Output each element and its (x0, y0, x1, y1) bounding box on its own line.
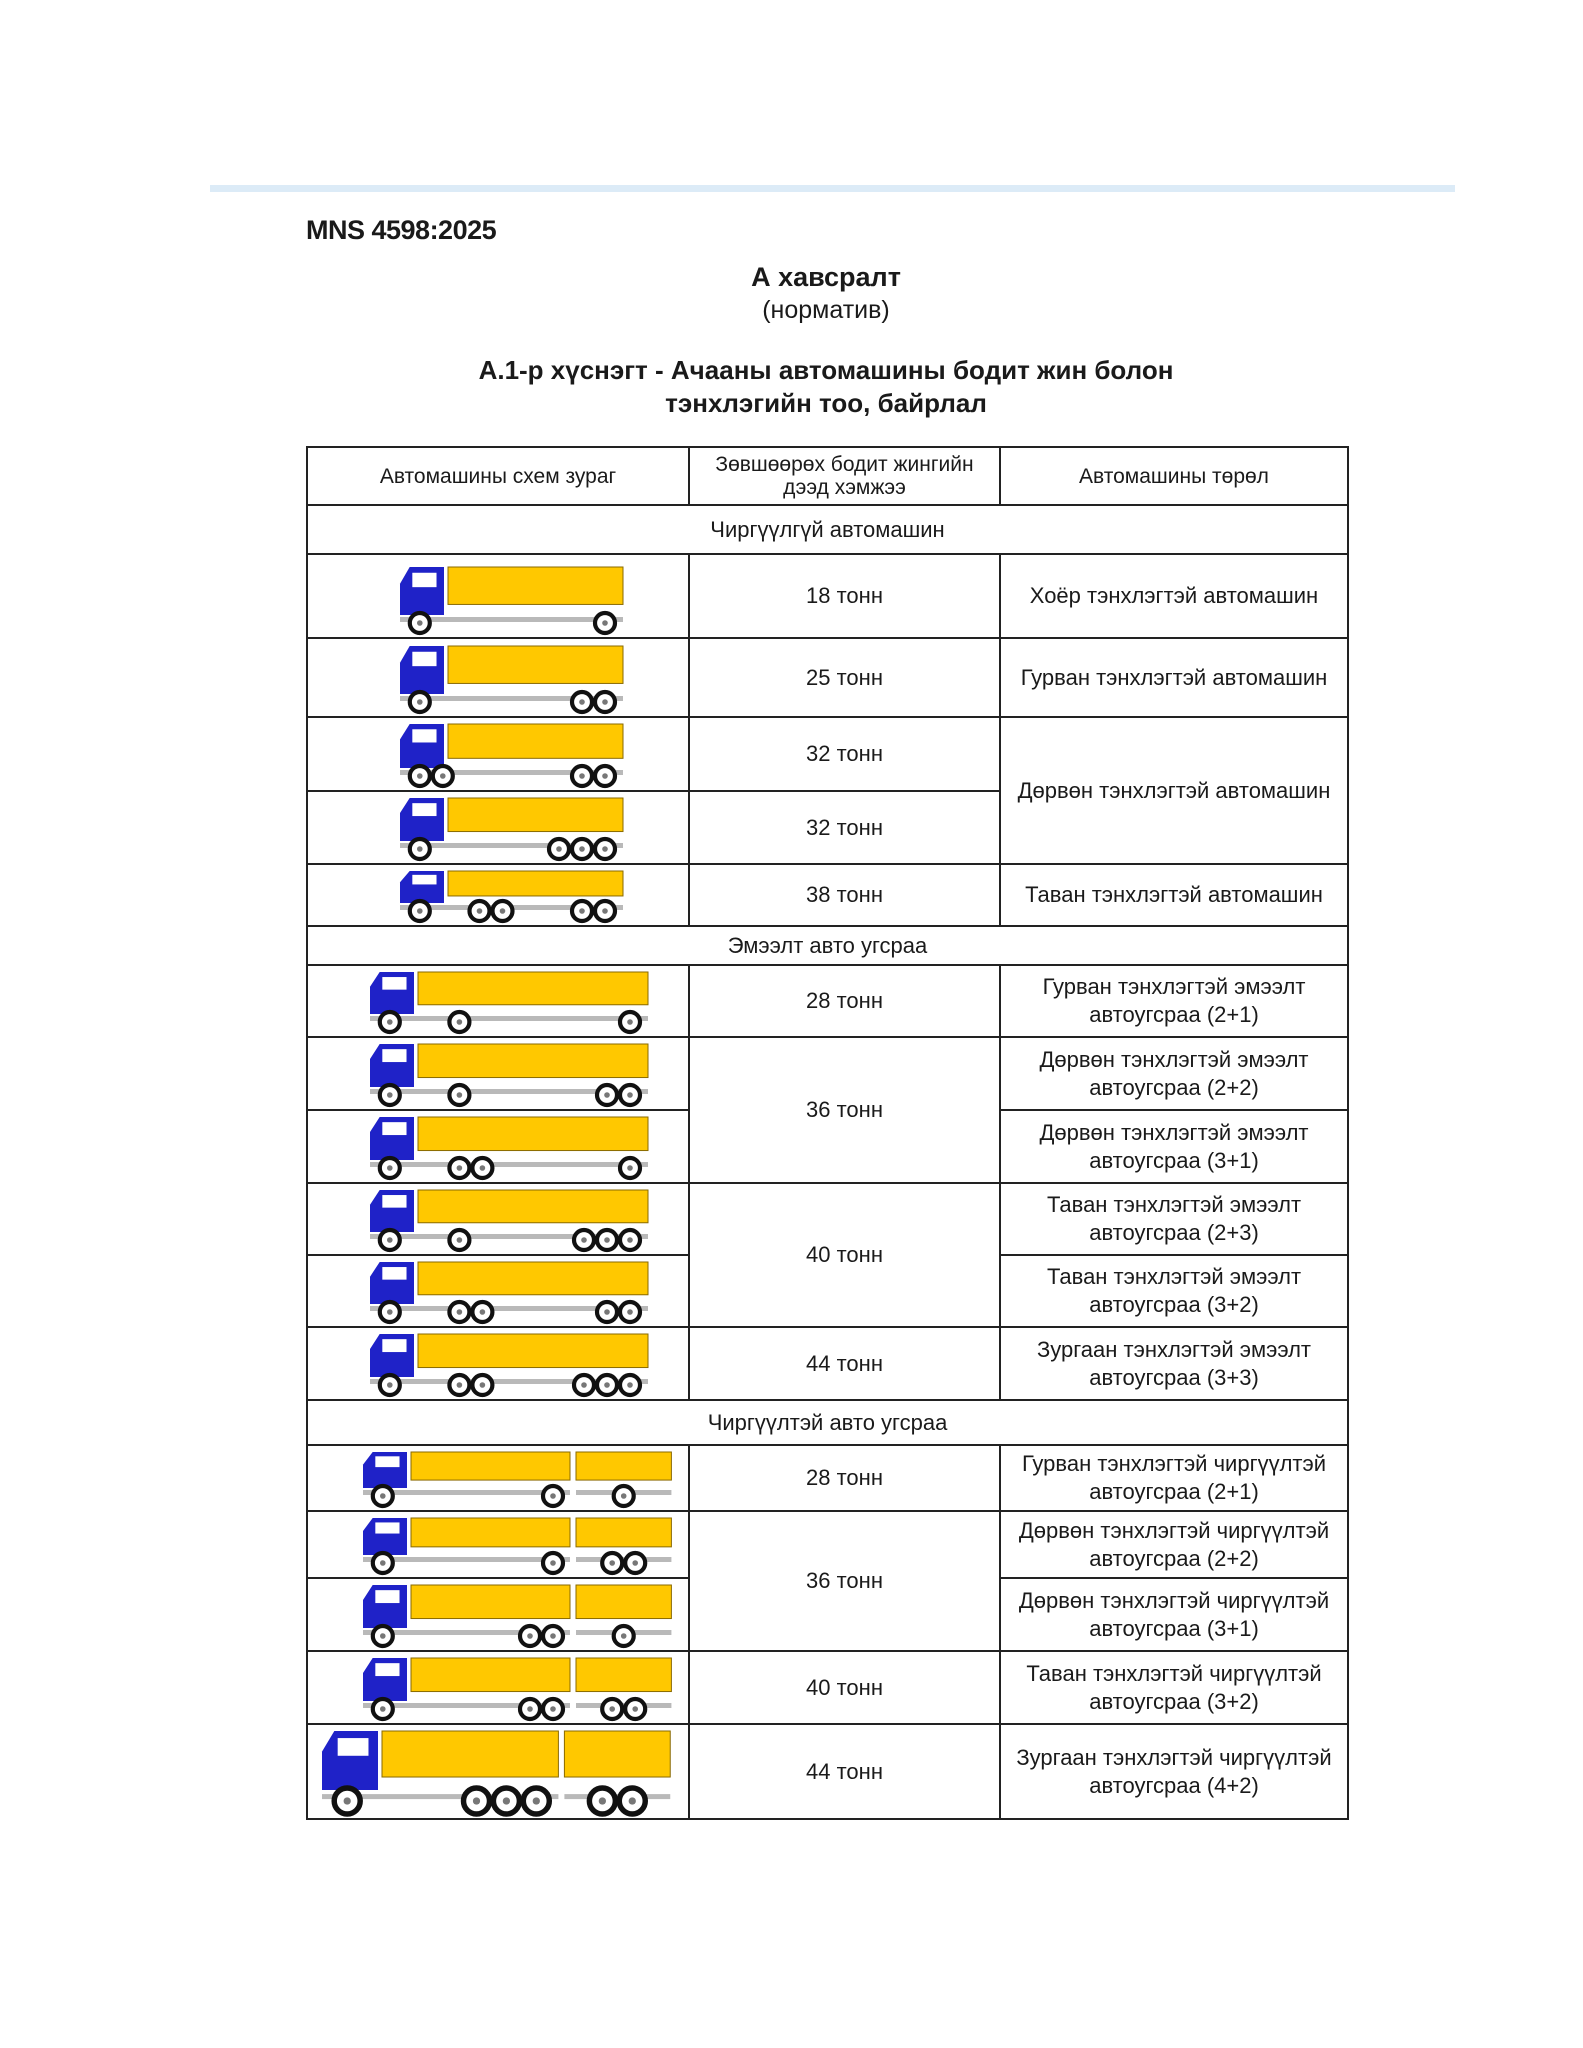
wheel-hub-icon (480, 1165, 486, 1171)
table-header-row (307, 447, 1348, 505)
cab-window-icon (338, 1738, 369, 1756)
table-row (307, 1183, 1348, 1255)
wheel-hub-icon (387, 1382, 393, 1388)
cargo-box-icon (448, 798, 623, 832)
cargo-box-icon (418, 972, 648, 1005)
wheel-hub-icon (627, 1092, 633, 1098)
wheel-hub-icon (579, 773, 585, 779)
type-cell: Таван тэнхлэгтэй чиргүүлтэй автоугсраа (3+2) (1000, 1651, 1348, 1724)
vehicle-diagram (308, 1039, 686, 1108)
wheel-hub-icon (480, 1382, 486, 1388)
wheel-hub-icon (550, 1706, 556, 1712)
weight-cell: 32 тонн (689, 791, 1000, 864)
wheel-hub-icon (604, 1309, 610, 1315)
wheel-hub-icon (627, 1019, 633, 1025)
cargo-box-icon (418, 1334, 648, 1368)
table-row (307, 1037, 1348, 1110)
weight-cell: 44 тонн (689, 1724, 1000, 1819)
cargo-box-icon (411, 1452, 570, 1480)
table-row (307, 965, 1348, 1037)
weight-cell: 18 тонн (689, 554, 1000, 638)
wheel-hub-icon (556, 846, 562, 852)
type-cell: Зургаан тэнхлэгтэй эмээлт автоугсраа (3+3) (1000, 1327, 1348, 1400)
table-title-line1: А.1-р хүснэгт - Ачааны автомашины бодит жин болон (478, 355, 1174, 385)
wheel-hub-icon (609, 1560, 615, 1566)
wheel-hub-icon (380, 1560, 386, 1566)
wheel-hub-icon (599, 1797, 606, 1804)
cab-window-icon (412, 803, 436, 816)
wheel-hub-icon (380, 1633, 386, 1639)
vehicle-diagram (308, 866, 686, 924)
wheel-hub-icon (387, 1237, 393, 1243)
wheel-hub-icon (417, 699, 423, 705)
type-cell: Таван тэнхлэгтэй эмээлт автоугсраа (3+2) (1000, 1255, 1348, 1327)
table-row (307, 717, 1348, 791)
vehicle-diagram (308, 1653, 686, 1722)
type-cell: Дөрвөн тэнхлэгтэй эмээлт автоугсраа (3+1) (1000, 1110, 1348, 1183)
header-weight: Зөвшөөрөх бодит жингийн дээд хэмжээ (689, 447, 1000, 505)
wheel-hub-icon (602, 773, 608, 779)
weight-cell: 36 тонн (689, 1511, 1000, 1651)
cab-window-icon (382, 1195, 406, 1208)
wheel-hub-icon (344, 1797, 351, 1804)
cab-window-icon (382, 1339, 406, 1352)
wheel-hub-icon (602, 620, 608, 626)
cab-window-icon (382, 1267, 406, 1280)
vehicle-diagram (308, 1513, 686, 1576)
weight-cell: 40 тонн (689, 1651, 1000, 1724)
wheel-hub-icon (632, 1706, 638, 1712)
wheel-hub-icon (457, 1237, 463, 1243)
type-cell: Дөрвөн тэнхлэгтэй чиргүүлтэй автоугсраа (2+2) (1000, 1511, 1348, 1578)
cab-window-icon (375, 1522, 399, 1533)
trailer-box-icon (576, 1452, 671, 1480)
wheel-hub-icon (457, 1165, 463, 1171)
type-cell: Таван тэнхлэгтэй эмээлт автоугсраа (2+3) (1000, 1183, 1348, 1255)
cab-window-icon (382, 1122, 406, 1135)
cab-window-icon (375, 1663, 399, 1676)
type-cell: Зургаан тэнхлэгтэй чиргүүлтэй автоугсраа (4+2) (1000, 1724, 1348, 1819)
wheel-hub-icon (629, 1797, 636, 1804)
table-row (307, 1511, 1348, 1578)
wheel-hub-icon (387, 1092, 393, 1098)
table-row (307, 554, 1348, 638)
trailer-box-icon (576, 1585, 671, 1619)
wheel-hub-icon (604, 1237, 610, 1243)
vehicle-diagram (308, 1185, 686, 1253)
weight-cell: 25 тонн (689, 638, 1000, 717)
wheel-hub-icon (500, 908, 506, 914)
cargo-box-icon (418, 1044, 648, 1078)
weight-cell: 38 тонн (689, 864, 1000, 926)
wheel-hub-icon (417, 846, 423, 852)
chassis-icon (370, 1162, 648, 1167)
wheel-hub-icon (627, 1309, 633, 1315)
weight-cell: 44 тонн (689, 1327, 1000, 1400)
wheel-hub-icon (480, 1309, 486, 1315)
wheel-hub-icon (602, 699, 608, 705)
wheel-hub-icon (550, 1560, 556, 1566)
annex-title: А хавсралт (751, 262, 901, 292)
wheel-hub-icon (627, 1382, 633, 1388)
type-cell: Дөрвөн тэнхлэгтэй чиргүүлтэй автоугсраа (3+1) (1000, 1578, 1348, 1651)
wheel-hub-icon (627, 1165, 633, 1171)
wheel-hub-icon (387, 1019, 393, 1025)
vehicle-diagram (308, 967, 686, 1035)
table-row (307, 1724, 1348, 1819)
wheel-hub-icon (387, 1165, 393, 1171)
annex-subtitle: (норматив) (762, 296, 890, 324)
document-code: MNS 4598:2025 (306, 215, 497, 245)
cargo-box-icon (411, 1585, 570, 1619)
wheel-hub-icon (527, 1706, 533, 1712)
vehicle-weight-table (306, 446, 1349, 1820)
chassis-icon (400, 617, 623, 622)
weight-cell: 36 тонн (689, 1037, 1000, 1183)
cargo-box-icon (418, 1117, 648, 1151)
wheel-hub-icon (632, 1560, 638, 1566)
wheel-hub-icon (440, 773, 446, 779)
cargo-box-icon (382, 1731, 558, 1777)
cargo-box-icon (448, 724, 623, 758)
cab-window-icon (412, 875, 436, 885)
wheel-hub-icon (533, 1797, 540, 1804)
cab-window-icon (412, 729, 436, 742)
cab-window-icon (375, 1456, 399, 1467)
vehicle-diagram (308, 1329, 686, 1398)
cargo-box-icon (411, 1518, 570, 1547)
vehicle-diagram (308, 556, 686, 636)
table-row (307, 864, 1348, 926)
chassis-icon (370, 1016, 648, 1021)
wheel-hub-icon (604, 1092, 610, 1098)
type-cell: Гурван тэнхлэгтэй эмээлт автоугсраа (2+1) (1000, 965, 1348, 1037)
table-row (307, 1651, 1348, 1724)
type-cell: Таван тэнхлэгтэй автомашин (1000, 864, 1348, 926)
section-row: Чиргүүлтэй авто угсраа (307, 1400, 1348, 1445)
wheel-hub-icon (579, 908, 585, 914)
trailer-box-icon (576, 1518, 671, 1547)
weight-cell: 28 тонн (689, 1445, 1000, 1511)
vehicle-diagram (308, 1580, 686, 1649)
header-type: Автомашины төрөл (1000, 447, 1348, 505)
wheel-hub-icon (602, 908, 608, 914)
cab-window-icon (382, 1049, 406, 1062)
cargo-box-icon (418, 1190, 648, 1223)
wheel-hub-icon (380, 1706, 386, 1712)
wheel-hub-icon (581, 1237, 587, 1243)
wheel-hub-icon (621, 1493, 627, 1499)
cab-window-icon (375, 1590, 399, 1603)
table-title-line2: тэнхлэгийн тоо, байрлал (665, 388, 987, 418)
wheel-hub-icon (417, 620, 423, 626)
wheel-hub-icon (550, 1633, 556, 1639)
weight-cell: 28 тонн (689, 965, 1000, 1037)
table-row (307, 638, 1348, 717)
wheel-hub-icon (604, 1382, 610, 1388)
wheel-hub-icon (380, 1493, 386, 1499)
wheel-hub-icon (581, 1382, 587, 1388)
vehicle-diagram (308, 793, 686, 862)
wheel-hub-icon (550, 1493, 556, 1499)
type-cell: Гурван тэнхлэгтэй чиргүүлтэй автоугсраа (2+1) (1000, 1445, 1348, 1511)
cab-window-icon (382, 977, 406, 990)
cargo-box-icon (448, 567, 623, 604)
wheel-hub-icon (602, 846, 608, 852)
section-row: Чиргүүлгүй автомашин (307, 505, 1348, 554)
wheel-hub-icon (457, 1382, 463, 1388)
wheel-hub-icon (579, 846, 585, 852)
wheel-hub-icon (621, 1633, 627, 1639)
wheel-hub-icon (417, 773, 423, 779)
vehicle-diagram (308, 1726, 686, 1817)
cargo-box-icon (418, 1262, 648, 1295)
wheel-hub-icon (503, 1797, 510, 1804)
cargo-box-icon (411, 1658, 570, 1692)
weight-cell: 32 тонн (689, 717, 1000, 791)
vehicle-diagram (308, 1447, 686, 1509)
wheel-hub-icon (473, 1797, 480, 1804)
cargo-box-icon (448, 871, 623, 896)
wheel-hub-icon (527, 1633, 533, 1639)
table-title (306, 354, 1346, 420)
wheel-hub-icon (579, 699, 585, 705)
wheel-hub-icon (627, 1237, 633, 1243)
table-row (307, 1327, 1348, 1400)
vehicle-diagram (308, 719, 686, 789)
cab-window-icon (412, 652, 436, 666)
wheel-hub-icon (457, 1309, 463, 1315)
vehicle-diagram (308, 1257, 686, 1325)
vehicle-diagram (308, 640, 686, 715)
section-row: Эмээлт авто угсраа (307, 926, 1348, 965)
type-cell: Гурван тэнхлэгтэй автомашин (1000, 638, 1348, 717)
type-cell: Дөрвөн тэнхлэгтэй эмээлт автоугсраа (2+2) (1000, 1037, 1348, 1110)
wheel-hub-icon (457, 1092, 463, 1098)
wheel-hub-icon (609, 1706, 615, 1712)
wheel-hub-icon (457, 1019, 463, 1025)
type-cell: Дөрвөн тэнхлэгтэй автомашин (1000, 717, 1348, 864)
type-cell: Хоёр тэнхлэгтэй автомашин (1000, 554, 1348, 638)
top-rule (210, 185, 1455, 192)
weight-cell: 40 тонн (689, 1183, 1000, 1327)
table-row (307, 1445, 1348, 1511)
cab-window-icon (412, 573, 436, 587)
wheel-hub-icon (387, 1309, 393, 1315)
header-scheme: Автомашины схем зураг (307, 447, 689, 505)
wheel-hub-icon (417, 908, 423, 914)
trailer-box-icon (576, 1658, 671, 1692)
vehicle-diagram (308, 1112, 686, 1181)
wheel-hub-icon (477, 908, 483, 914)
cargo-box-icon (448, 646, 623, 683)
trailer-box-icon (564, 1731, 670, 1777)
